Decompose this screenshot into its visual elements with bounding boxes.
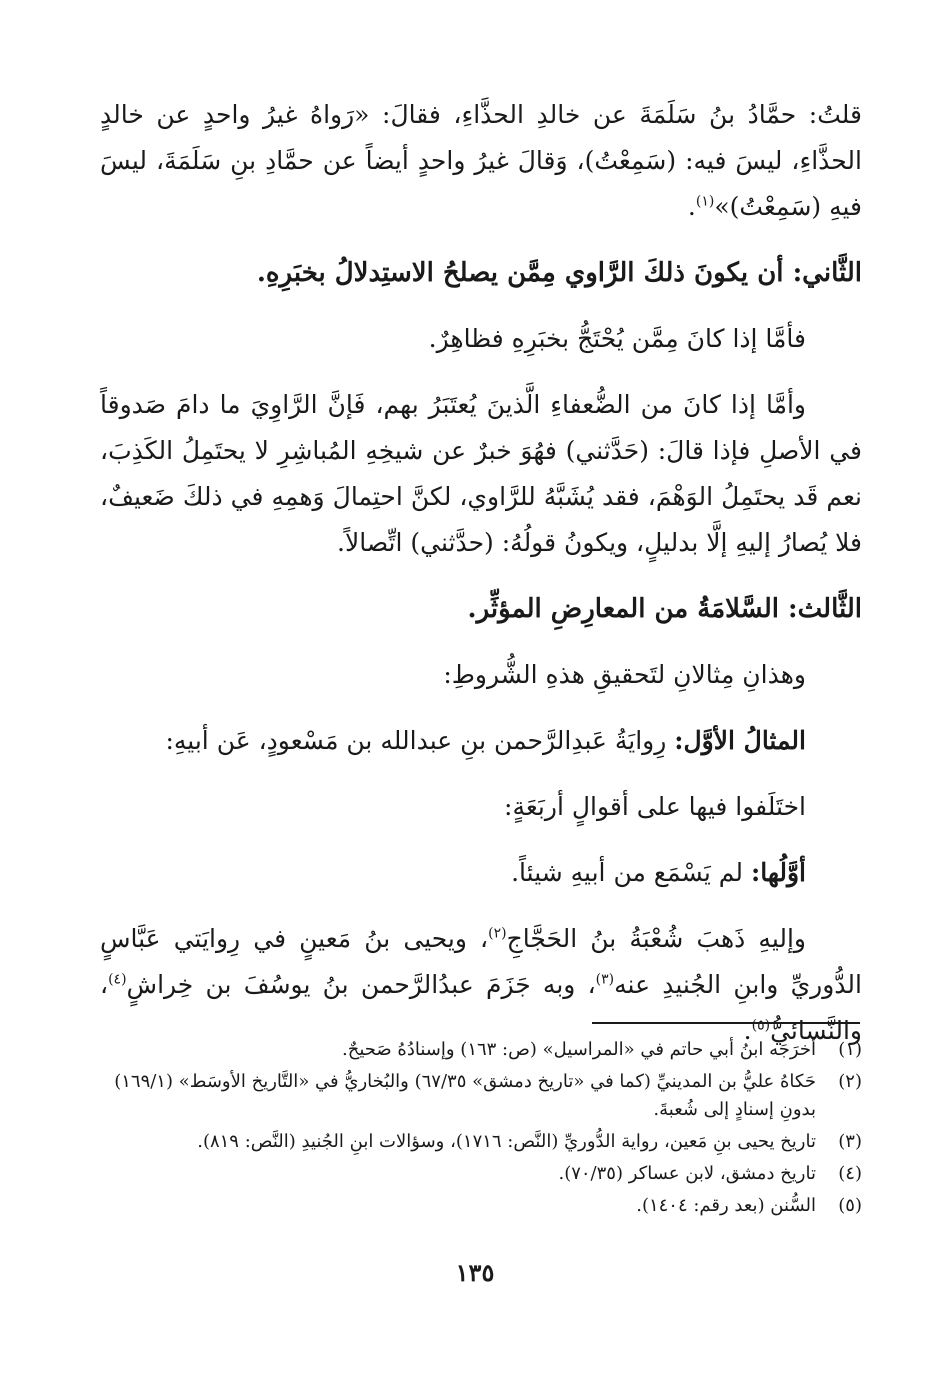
paragraph-2: فأمَّا إذا كانَ مِمَّن يُحْتَجُّ بخبَرِهِ فظاهِرٌ. bbox=[428, 324, 806, 353]
footnote-5: (٥) السُّنن (بعد رقم: ١٤٠٤). bbox=[636, 1195, 862, 1216]
footnote-4: (٤) تاريخ دمشق، لابن عساكر (٧٠/٣٥). bbox=[558, 1163, 862, 1184]
footnote-ref-4: (٤) bbox=[108, 971, 127, 988]
footnote-3: (٣) تاريخ يحيى بنِ مَعين، رواية الدُّوريِّ (النَّص: ١٧١٦)، وسؤالات ابنِ الجُنيدِ (النَّص: ٨١٩). bbox=[197, 1131, 862, 1152]
paragraph-5: المثالُ الأوَّل: رِوايَةُ عَبدِالرَّحمن بنِ عبدالله بن مَسْعودٍ، عَن أبيهِ: bbox=[165, 726, 806, 755]
footnotes bbox=[100, 1036, 862, 1224]
footnote-separator bbox=[592, 1022, 860, 1024]
footnote-ref-5: (٥) bbox=[751, 1017, 771, 1034]
paragraph-3: وأمَّا إذا كانَ من الضُّعفاءِ الَّذينَ يُعتَبَرُ بهم، فَإنَّ الرَّاوِيَ ما دامَ صَدوقاً في الأصلِ فإذا قالَ: (حَدَّثني) فهُوَ خبرٌ عن شيخِهِ المُباشِرِ لا يحتَمِلُ الكَذِبَ، نعم قَد يحتَمِلُ الوَهْمَ، فقد يُشَبَّهُ للرَّاوي، لكنَّ احتِمالَ وَهمِهِ في ذلكَ ضَعيفٌ، فلا يُصارُ إليهِ إلَّا بدليلٍ، ويكونُ قولُهُ: (حدَّثني) اتِّصالاً. bbox=[100, 390, 862, 557]
first-opinion-label: أوَّلُها: bbox=[750, 858, 806, 887]
paragraph-8: وإليهِ ذَهبَ شُعْبَةُ بنُ الحَجَّاجِ$^{(٢)}$، ويحيى بنُ مَعينٍ في رِوايَتي عَبَّاسٍ الدُّوريِّ وابنِ الجُنيدِ عنه$^{(٣)}$، وبه جَزَمَ عبدُالرَّحمن بنُ يوسُفَ بن خِراشٍ$^{(٤)}$، والنَّسائيُّ$^{(٥)}$. bbox=[100, 924, 862, 1045]
heading-third-condition: الثَّالث: السَّلامَةُ من المعارِضِ المؤثِّر. bbox=[467, 594, 862, 624]
paragraph-1: قلتُ: حمَّادُ بنُ سَلَمَةَ عن خالدِ الحذَّاءِ، فقالَ: «رَواهُ غيرُ واحدٍ عن خالدٍ الحذَّاءِ، ليسَ فيه: (سَمِعْتُ)، وَقالَ غيرُ واحدٍ أيضاً عن حمَّادِ بنِ سَلَمَةَ، ليسَ فيهِ (سَمِعْتُ)»$^{(١)}$. bbox=[100, 100, 862, 221]
paragraph-4: وهذانِ مِثالانِ لتَحقيقِ هذهِ الشُّروطِ: bbox=[443, 660, 806, 689]
footnote-ref-2: (٢) bbox=[488, 925, 507, 942]
heading-second-condition: الثَّاني: أن يكونَ ذلكَ الرَّاوي مِمَّن يصلحُ الاستِدلالُ بخبَرِهِ. bbox=[256, 258, 862, 288]
footnote-ref-1: (١) bbox=[695, 193, 715, 210]
paragraph-6: اختَلَفوا فيها على أقوالٍ أربَعَةٍ: bbox=[504, 792, 806, 821]
paragraph-7: أوَّلُها: لم يَسْمَع من أبيهِ شيئاً. bbox=[511, 858, 806, 887]
footnote-2: (٢) حَكاهُ عليُّ بن المدينيِّ (كما في «تاريخ دمشق» ٦٧/٣٥) والبُخاريُّ في «التَّاريخ الأوسَط» (١٦٩/١) بدونِ إسنادٍ إلى شُعبةَ. bbox=[114, 1071, 862, 1120]
page-number: ١٣٥ bbox=[455, 1258, 495, 1287]
footnote-ref-3: (٣) bbox=[595, 971, 615, 988]
main-text bbox=[100, 92, 862, 1074]
footnote-1: (١) أخرَجَه ابنُ أبي حاتم في «المراسيل» (ص: ١٦٣) وإسنادُهُ صَحيحٌ. bbox=[342, 1039, 862, 1060]
first-example-label: المثالُ الأوَّل: bbox=[674, 726, 806, 755]
